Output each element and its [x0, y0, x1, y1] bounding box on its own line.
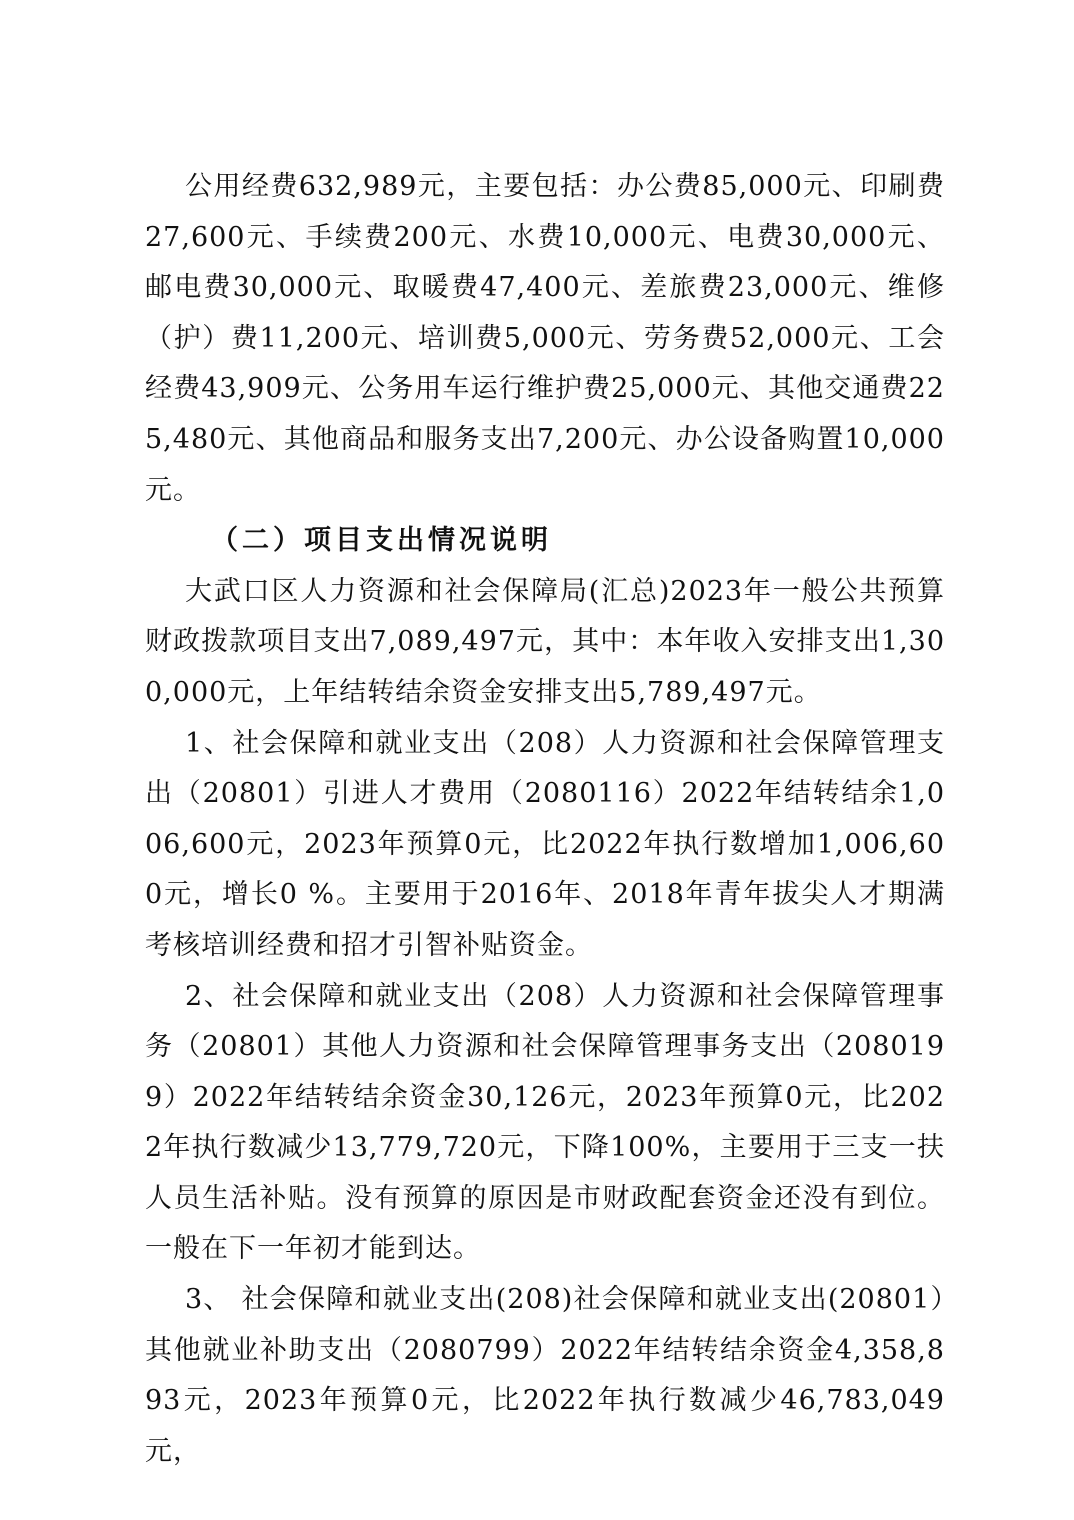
section-heading-project-expenditure: （二）项目支出情况说明: [211, 525, 552, 557]
document-page: [145, 162, 945, 1477]
paragraph-item-1: 1、社会保障和就业支出（208）人力资源和社会保障管理支出（20801）引进人才费用（2080116）2022年结转结余1,006,600元，2023年预算0元，比2022年执行数增加1,006,600元，增长0 %。主要用于2016年、2018年青年拔尖人才期满考核培训经费和招才引智补贴资金。: [145, 727, 945, 961]
paragraph-item-2: 2、社会保障和就业支出（208）人力资源和社会保障管理事务（20801）其他人力资源和社会保障管理事务支出（2080199）2022年结转结余资金30,126元，2023年预算0元，比2022年执行数减少13,779,720元，下降100%，主要用于三支一扶人员生活补贴。没有预算的原因是市财政配套资金还没有到位。一般在下一年初才能到达。: [145, 980, 945, 1265]
paragraph-item-3: 3、 社会保障和就业支出(208)社会保障和就业支出(20801）其他就业补助支出（2080799）2022年结转结余资金4,358,893元，2023年预算0元，比2022年执行数减少46,783,049元，: [145, 1284, 945, 1467]
paragraph-project-summary: 大武口区人力资源和社会保障局(汇总)2023年一般公共预算财政拨款项目支出7,089,497元，其中：本年收入安排支出1,300,000元，上年结转结余资金安排支出5,789,497元。: [145, 575, 945, 708]
paragraph-public-funds: 公用经费632,989元，主要包括：办公费85,000元、印刷费27,600元、手续费200元、水费10,000元、电费30,000元、邮电费30,000元、取暖费47,400元、差旅费23,000元、维修（护）费11,200元、培训费5,000元、劳务费52,000元、工会经费43,909元、公务用车运行维护费25,000元、其他交通费225,480元、其他商品和服务支出7,200元、办公设备购置10,000元。: [145, 171, 945, 506]
